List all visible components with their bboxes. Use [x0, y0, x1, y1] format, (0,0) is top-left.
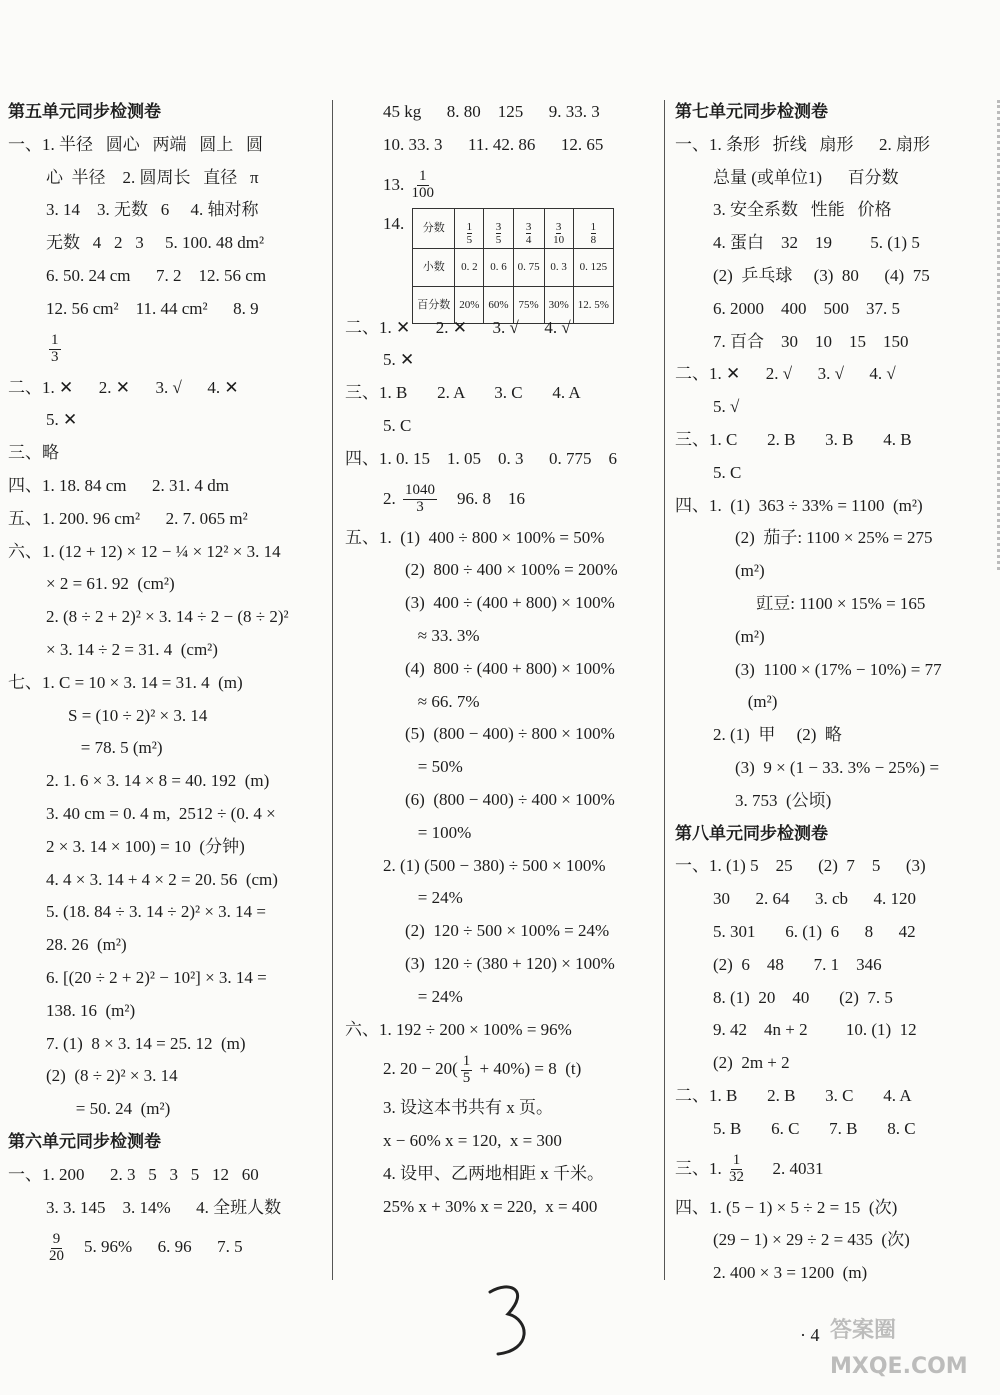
- answer-text: 二、1. ✕ 2. ✕ 3. √ 4. √: [345, 317, 571, 337]
- answer-line: [675, 1047, 990, 1080]
- answer-text: 8. (1) 20 40 (2) 7. 5: [713, 987, 893, 1007]
- answer-line: [345, 554, 655, 587]
- answer-text: ≈ 33. 3%: [405, 625, 480, 645]
- answer-text: (2) 茄子: 1100 × 25% = 275: [735, 528, 933, 548]
- answer-line: [8, 227, 323, 260]
- table-cell: 0. 75: [513, 248, 544, 286]
- answer-line: [675, 752, 990, 785]
- answer-text: (m²): [735, 626, 765, 646]
- answer-text: (2) 6 48 7. 1 346: [713, 954, 882, 974]
- answer-text: 第五单元同步检测卷: [8, 102, 161, 122]
- answer-text: (m²): [735, 561, 765, 581]
- answer-line: [345, 208, 655, 312]
- answer-line: [675, 1146, 990, 1192]
- answer-text: (4) 800 ÷ (400 + 800) × 100%: [405, 658, 615, 678]
- answer-line: [675, 227, 990, 260]
- answer-line: [345, 751, 655, 784]
- answer-text: (2) 2m + 2: [713, 1053, 790, 1073]
- answer-text: 四、1. (5 − 1) × 5 ÷ 2 = 15 (次): [675, 1197, 898, 1217]
- answer-line: [8, 470, 323, 503]
- answer-line: [345, 1158, 655, 1191]
- answer-text: 五、1. (1) 400 ÷ 800 × 100% = 50%: [345, 527, 605, 547]
- table-cell: 20%: [455, 286, 484, 324]
- answer-line: [8, 260, 323, 293]
- answer-text: 第六单元同步检测卷: [8, 1131, 161, 1152]
- answer-line: [8, 896, 323, 929]
- answer-text: (29 − 1) × 29 ÷ 2 = 435 (次): [713, 1230, 910, 1250]
- answer-text: = 50%: [405, 757, 463, 777]
- table-cell: $\frac{3}{4}$: [513, 208, 544, 248]
- table-row-label: 小数: [413, 248, 455, 286]
- answer-text: 7. (1) 8 × 3. 14 = 25. 12 (m): [46, 1033, 246, 1053]
- answer-text: S = (10 ÷ 2)² × 3. 14: [68, 705, 208, 725]
- answer-text: 6. [(20 ÷ 2 + 2)² − 10²] × 3. 14 =: [46, 967, 267, 987]
- answer-line: [8, 601, 323, 634]
- answer-text: (2) (8 ÷ 2)² × 3. 14: [46, 1066, 178, 1086]
- answer-text: 45 kg 8. 80 125 9. 33. 3: [383, 102, 600, 121]
- answer-line: [345, 587, 655, 620]
- answer-text: 第八单元同步检测卷: [675, 823, 828, 844]
- answer-text: 6. 50. 24 cm 7. 2 12. 56 cm: [46, 265, 267, 285]
- answer-line: [345, 344, 655, 377]
- table-row: [413, 248, 614, 286]
- answer-line: [675, 326, 990, 359]
- answer-text: 一、1. (1) 5 25 (2) 7 5 (3): [675, 856, 926, 876]
- conversion-table: [412, 208, 614, 325]
- answer-line: [8, 1093, 323, 1126]
- answer-text: 10. 33. 3 11. 42. 86 12. 65: [383, 134, 604, 154]
- answer-line: [345, 620, 655, 653]
- answer-text: 6. 2000 400 500 37. 5: [713, 298, 900, 318]
- answer-text: 3. 安全系数 性能 价格: [713, 200, 892, 220]
- section-heading: [8, 96, 323, 129]
- answer-text: 一、1. 半径 圆心 两端 圆上 圆: [8, 134, 263, 154]
- answer-line: [675, 194, 990, 227]
- answer-text: 四、1. (1) 363 ÷ 33% = 1100 (m²): [675, 495, 923, 515]
- answer-line: [675, 260, 990, 293]
- answer-text: (3) 9 × (1 − 33. 3% − 25%) =: [735, 757, 940, 777]
- answer-text: 豇豆: 1100 × 15% = 165: [735, 593, 926, 613]
- answer-line: [345, 882, 655, 915]
- answer-line: [675, 621, 990, 654]
- answer-line: [345, 129, 655, 162]
- answer-line: [345, 476, 655, 522]
- answer-text: = 24%: [405, 888, 463, 908]
- question-number: 14.: [383, 213, 405, 233]
- answer-text: (2) 800 ÷ 400 × 100% = 200%: [405, 560, 618, 580]
- answer-text: 三、1.: [675, 1158, 726, 1178]
- answer-line: [8, 765, 323, 798]
- answer-text: 二、1. ✕ 2. ✕ 3. √ 4. ✕: [8, 377, 239, 397]
- answer-line: [8, 372, 323, 405]
- answer-line: [8, 1192, 323, 1225]
- answer-text: 30 2. 64 3. cb 4. 120: [713, 889, 917, 909]
- answer-text: 七、1. C = 10 × 3. 14 = 31. 4 (m): [8, 672, 243, 692]
- answer-line: [8, 293, 323, 326]
- answer-line: [8, 129, 323, 162]
- answer-line: [8, 831, 323, 864]
- answer-text: 六、1. (12 + 12) × 12 − ¼ × 12² × 3. 14: [8, 541, 281, 561]
- answer-line: [345, 522, 655, 555]
- answer-line: [8, 503, 323, 536]
- answer-line: [8, 194, 323, 227]
- fraction: $\frac{1}{32}$: [729, 1152, 744, 1186]
- answer-text: = 100%: [405, 822, 472, 842]
- table-cell: 0. 2: [455, 248, 484, 286]
- answer-text: 5. 301 6. (1) 6 8 42: [713, 921, 916, 941]
- answer-line: [345, 443, 655, 476]
- answer-text: = 50. 24 (m²): [46, 1099, 171, 1119]
- answer-line: [675, 850, 990, 883]
- answer-line: [675, 555, 990, 588]
- table-cell: $\frac{3}{10}$: [544, 208, 573, 248]
- column-divider-1: [332, 100, 333, 1280]
- answer-text: (3) 1100 × (17% − 10%) = 77: [735, 659, 942, 679]
- table-cell: $\frac{3}{5}$: [484, 208, 513, 248]
- svg-text:答案圈: 答案圈: [830, 1318, 897, 1343]
- answer-column-1: [8, 96, 323, 1270]
- answer-text: (5) (800 − 400) ÷ 800 × 100%: [405, 724, 615, 744]
- answer-text: 28. 26 (m²): [46, 935, 127, 955]
- answer-text: 3. 14 3. 无数 6 4. 轴对称: [46, 200, 259, 220]
- answer-line: [8, 1028, 323, 1061]
- answer-line: [675, 490, 990, 523]
- answer-line: [675, 293, 990, 326]
- answer-text: 7. 百合 30 10 15 150: [713, 331, 909, 351]
- answer-line: [675, 588, 990, 621]
- answer-line: [8, 929, 323, 962]
- answer-text: 5. ✕: [46, 410, 78, 430]
- answer-line: [345, 784, 655, 817]
- answer-text: (3) 400 ÷ (400 + 800) × 100%: [405, 593, 615, 613]
- answer-text: × 3. 14 ÷ 2 = 31. 4 (cm²): [46, 639, 218, 659]
- answer-text: 2. (1) (500 − 380) ÷ 500 × 100%: [383, 855, 606, 875]
- table-cell: $\frac{1}{5}$: [455, 208, 484, 248]
- answer-line: [8, 798, 323, 831]
- answer-text: 五、1. 200. 96 cm² 2. 7. 065 m²: [8, 508, 248, 528]
- fraction: $\frac{1}{5}$: [462, 1053, 471, 1086]
- answer-line: [8, 700, 323, 733]
- answer-text: 三、略: [8, 443, 59, 463]
- answer-text: 三、1. B 2. A 3. C 4. A: [345, 383, 581, 403]
- answer-line: [675, 424, 990, 457]
- answer-text: 13.: [383, 174, 409, 194]
- answer-text: ≈ 66. 7%: [405, 691, 480, 711]
- answer-line: [345, 410, 655, 443]
- answer-text: 2.: [383, 488, 400, 508]
- answer-line: [675, 982, 990, 1015]
- table-row-label: 百分数: [413, 286, 455, 324]
- answer-text: × 2 = 61. 92 (cm²): [46, 574, 175, 594]
- answer-line: [8, 634, 323, 667]
- answer-line: [8, 962, 323, 995]
- answer-line: [345, 96, 655, 129]
- answer-line: [345, 915, 655, 948]
- answer-text: 一、1. 条形 折线 扇形 2. 扇形: [675, 134, 930, 154]
- answer-line: [345, 1014, 655, 1047]
- answer-line: [675, 129, 990, 162]
- answer-text: 5. ✕: [383, 350, 415, 370]
- answer-text: 2. 1. 6 × 3. 14 × 8 = 40. 192 (m): [46, 771, 270, 791]
- answer-text: (2) 乒乓球 (3) 80 (4) 75: [713, 265, 930, 285]
- section-heading: [8, 1126, 323, 1159]
- answer-line: [675, 1224, 990, 1257]
- fraction: $\frac{9}{20}$: [49, 1231, 64, 1264]
- answer-line: [8, 536, 323, 569]
- answer-text: 2. 400 × 3 = 1200 (m): [713, 1263, 868, 1283]
- table-cell: 0. 6: [484, 248, 513, 286]
- answer-text: 2. 4031: [747, 1158, 824, 1178]
- answer-text: = 78. 5 (m²): [68, 738, 163, 758]
- answer-text: 4. 4 × 3. 14 + 4 × 2 = 20. 56 (cm): [46, 869, 278, 889]
- answer-text: 5. 96% 6. 96 7. 5: [67, 1237, 243, 1257]
- answer-line: [675, 1257, 990, 1290]
- answer-line: [675, 686, 990, 719]
- answer-text: 一、1. 200 2. 3 5 3 5 12 60: [8, 1164, 259, 1184]
- answer-line: [675, 522, 990, 555]
- answer-text: (3) 120 ÷ (380 + 120) × 100%: [405, 953, 615, 973]
- answer-text: x − 60% x = 120, x = 300: [383, 1131, 562, 1151]
- answer-text: 5. √: [713, 397, 740, 417]
- answer-text: 二、1. ✕ 2. √ 3. √ 4. √: [675, 364, 896, 384]
- answer-text: 心 半径 2. 圆周长 直径 π: [46, 167, 259, 187]
- answer-line: [8, 667, 323, 700]
- answer-text: (2) 120 ÷ 500 × 100% = 24%: [405, 921, 610, 941]
- answer-line: [8, 1159, 323, 1192]
- answer-text: 5. C: [383, 415, 412, 435]
- answer-text: 3. 3. 145 3. 14% 4. 全班人数: [46, 1197, 282, 1217]
- answer-text: 25% x + 30% x = 220, x = 400: [383, 1196, 598, 1216]
- answer-line: [675, 1192, 990, 1225]
- answer-line: [675, 654, 990, 687]
- answer-text: 9. 42 4n + 2 10. (1) 12: [713, 1020, 917, 1040]
- answer-text: 12. 56 cm² 11. 44 cm² 8. 9: [46, 298, 259, 318]
- fraction: $\frac{1040}{3}$: [405, 482, 435, 516]
- answer-line: [345, 1092, 655, 1125]
- answer-column-2: [345, 96, 655, 1224]
- table-cell: 75%: [513, 286, 544, 324]
- answer-line: [8, 1060, 323, 1093]
- table-cell: 0. 3: [544, 248, 573, 286]
- answer-line: [345, 981, 655, 1014]
- answer-text: 六、1. 192 ÷ 200 × 100% = 96%: [345, 1019, 572, 1039]
- answer-text: 96. 8 16: [440, 488, 525, 508]
- column-divider-2: [664, 100, 665, 1280]
- table-cell: 0. 125: [573, 248, 613, 286]
- answer-line: [675, 457, 990, 490]
- answer-line: [345, 1125, 655, 1158]
- answer-text: 3. 753 (公顷): [735, 790, 832, 810]
- answer-line: [675, 162, 990, 195]
- answer-line: [345, 1046, 655, 1092]
- answer-line: [675, 1080, 990, 1113]
- answer-text: 5. (18. 84 ÷ 3. 14 ÷ 2)² × 3. 14 =: [46, 902, 267, 922]
- answer-text: 三、1. C 2. B 3. B 4. B: [675, 429, 912, 449]
- answer-line: [345, 850, 655, 883]
- answer-text: 2. (8 ÷ 2 + 2)² × 3. 14 ÷ 2 − (8 ÷ 2)²: [46, 607, 289, 627]
- answer-text: = 24%: [405, 986, 463, 1006]
- table-cell: $\frac{1}{8}$: [573, 208, 613, 248]
- handwritten-number: [480, 1280, 540, 1360]
- fraction: $\frac{1}{3}$: [51, 332, 59, 366]
- answer-line: [8, 732, 323, 765]
- answer-text: 3. 设这本书共有 x 页。: [383, 1098, 553, 1118]
- page-number: · 4: [800, 1325, 820, 1345]
- answer-line: [345, 948, 655, 981]
- answer-line: [675, 358, 990, 391]
- answer-line: [8, 568, 323, 601]
- answer-text: 138. 16 (m²): [46, 1000, 136, 1020]
- answer-line: [8, 326, 323, 372]
- answer-line: [345, 653, 655, 686]
- table-cell: 12. 5%: [573, 286, 613, 324]
- answer-text: 无数 4 2 3 5. 100. 48 dm²: [46, 233, 265, 253]
- answer-line: [675, 1113, 990, 1146]
- answer-line: [675, 391, 990, 424]
- answer-text: 四、1. 18. 84 cm 2. 31. 4 dm: [8, 475, 229, 495]
- answer-text: 2. (1) 甲 (2) 略: [713, 725, 842, 745]
- answer-line: [345, 162, 655, 208]
- answer-line: [8, 1224, 323, 1270]
- answer-text: 3. 40 cm = 0. 4 m, 2512 ÷ (0. 4 ×: [46, 803, 276, 823]
- answer-line: [345, 377, 655, 410]
- answer-text: (m²): [735, 692, 778, 712]
- answer-text: 5. C: [713, 462, 742, 482]
- section-heading: [675, 818, 990, 851]
- answer-line: [345, 718, 655, 751]
- table-cell: 60%: [484, 286, 513, 324]
- svg-text:MXQE.COM: MXQE.COM: [830, 1354, 968, 1379]
- answer-line: [345, 1191, 655, 1224]
- answer-text: (6) (800 − 400) ÷ 400 × 100%: [405, 789, 615, 809]
- answer-text: 总量 (或单位1) 百分数: [713, 167, 899, 187]
- answer-line: [8, 864, 323, 897]
- watermark-logo: [810, 1305, 990, 1385]
- table-row-label: 分数: [413, 208, 455, 248]
- answer-text: 4. 蛋白 32 19 5. (1) 5: [713, 233, 920, 253]
- answer-text: 2 × 3. 14 × 100) = 10 (分钟): [46, 836, 245, 856]
- answer-text: 二、1. B 2. B 3. C 4. A: [675, 1085, 912, 1105]
- answer-line: [345, 686, 655, 719]
- answer-line: [675, 916, 990, 949]
- answer-text: 4. 设甲、乙两地相距 x 千米。: [383, 1163, 604, 1183]
- answer-line: [675, 719, 990, 752]
- answer-line: [345, 817, 655, 850]
- table-cell: 30%: [544, 286, 573, 324]
- answer-column-3: [675, 96, 990, 1290]
- answer-line: [8, 404, 323, 437]
- answer-line: [675, 949, 990, 982]
- answer-line: [8, 437, 323, 470]
- answer-text: 2. 20 − 20(: [383, 1059, 458, 1079]
- answer-text: 四、1. 0. 15 1. 05 0. 3 0. 775 6: [345, 448, 617, 468]
- table-row: [413, 208, 614, 248]
- answer-line: [675, 1014, 990, 1047]
- answer-line: [675, 883, 990, 916]
- answer-text: 5. B 6. C 7. B 8. C: [713, 1118, 916, 1138]
- section-heading: [675, 96, 990, 129]
- answer-line: [8, 995, 323, 1028]
- answer-line: [675, 785, 990, 818]
- answer-line: [8, 162, 323, 195]
- answer-text: 第七单元同步检测卷: [675, 102, 828, 122]
- fraction: $\frac{1}{100}$: [411, 168, 434, 202]
- answer-text: + 40%) = 8 (t): [475, 1059, 582, 1079]
